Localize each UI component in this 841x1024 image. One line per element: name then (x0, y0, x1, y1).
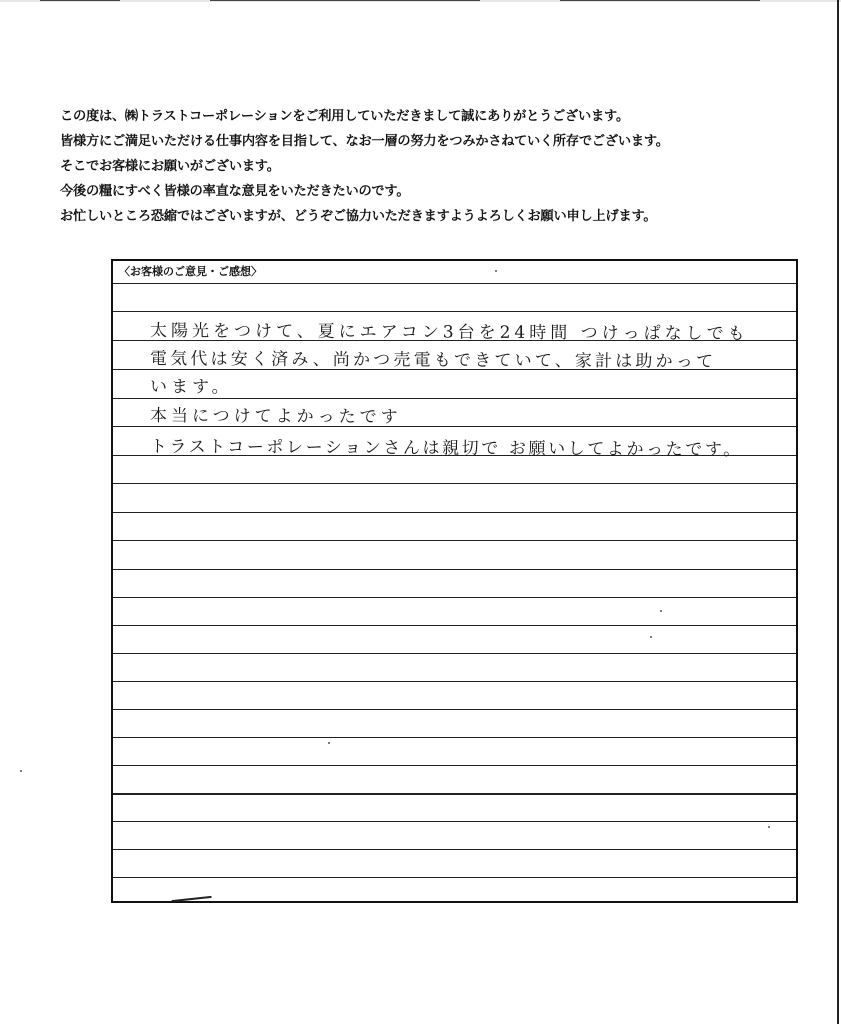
form-rule (113, 737, 796, 738)
form-rule (113, 540, 796, 541)
scan-speck (768, 826, 770, 828)
handwritten-line: トラストコーポレーションさんは親切で お願いしてよかったです。 (149, 437, 743, 461)
form-rule (113, 849, 796, 850)
intro-paragraph (60, 104, 780, 229)
form-rule (113, 398, 796, 399)
scan-artifact-line (40, 0, 120, 1)
handwritten-line: います。 (149, 377, 233, 398)
scan-speck (495, 270, 497, 272)
form-rule (113, 821, 796, 822)
form-rule (113, 311, 796, 312)
form-rule (113, 793, 796, 795)
form-rule (113, 569, 796, 570)
intro-line: 今後の糧にすべく皆様の率直な意見をいただきたいのです。 (60, 184, 410, 199)
form-rule (113, 512, 796, 513)
scan-speck (20, 770, 22, 772)
intro-line: そこでお客様にお願いがございます。 (60, 159, 280, 174)
form-rule (113, 765, 796, 766)
scan-speck (328, 742, 330, 744)
form-rule (113, 877, 796, 878)
form-header: 〈お客様のご意見・ご感想〉 (119, 265, 262, 278)
scan-speck (660, 610, 662, 612)
intro-line: 皆様方にご満足いただける仕事内容を目指して、なお一層の努力をつみかさねていく所存でございます。 (60, 134, 669, 149)
form-rule (113, 681, 796, 682)
form-rule (113, 625, 796, 626)
scan-right-edge (837, 0, 839, 1024)
form-rule (113, 283, 796, 284)
handwritten-line: 電気代は安く済み、尚かつ売電もできていて、家計は助かって (149, 349, 717, 372)
scan-speck (650, 636, 652, 638)
handwritten-line: 本当につけてよかったです (149, 406, 402, 428)
form-rule (113, 597, 796, 598)
scan-artifact-line (560, 0, 760, 1)
form-rule (113, 653, 796, 654)
scan-artifact-line (210, 0, 480, 1)
intro-line: お忙しいところ恐縮ではございますが、どうぞご協力いただきますようよろしくお願い申し上げます。 (60, 209, 657, 224)
handwritten-line: 太陽光をつけて、夏にエアコン3台を24時間 つけっぱなしでも (149, 321, 749, 345)
form-rule (113, 709, 796, 710)
intro-line: この度は、㈱トラストコーポレーションをご利用していただきまして誠にありがとうございます。 (60, 109, 629, 124)
form-rule (113, 483, 796, 484)
